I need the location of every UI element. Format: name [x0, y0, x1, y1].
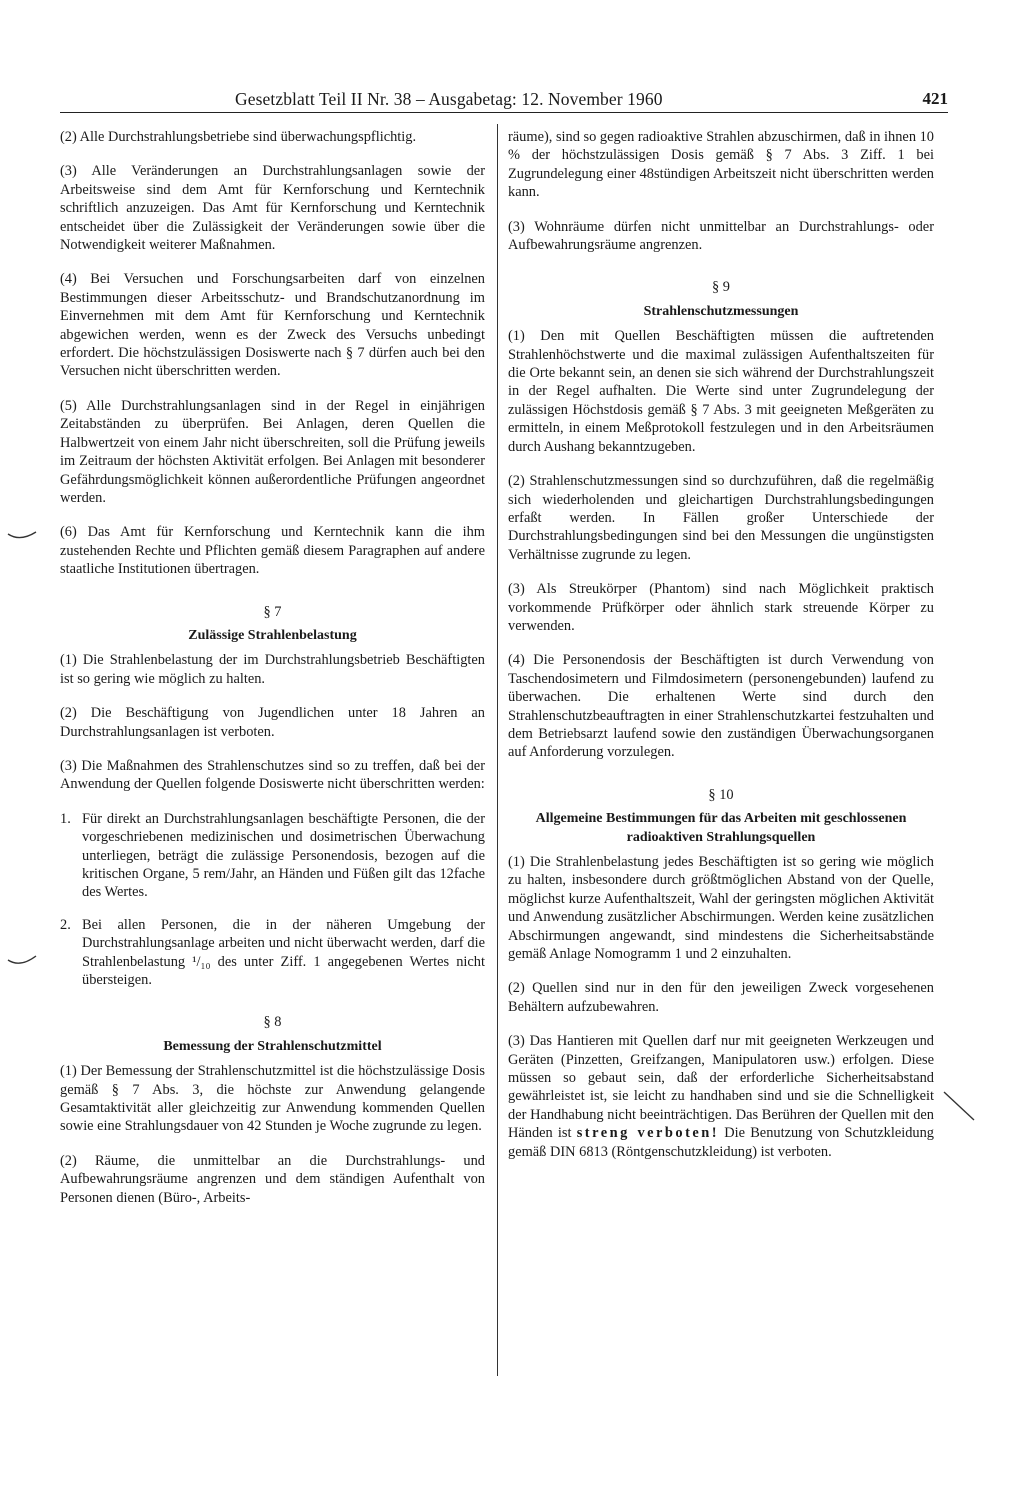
- paragraph-text: (3) Das Hantieren mit Quellen darf nur mit geeigneten Werkzeugen und Geräten (Pinzetten, Greifzangen, Manipulatoren usw.) erfolgen. Diese müssen so gebaut sein, daß der erforderliche Sicherheitsabstand gewährleistet ist, sie leicht zu handhaben sind und sie die Schnelligkeit der Handhabung nicht beeinträchtigen. Das Berühren der Quellen mit den Händen ist: [508, 1033, 934, 1142]
- paragraph: räume), sind so gegen radioaktive Strahlen abzuschirmen, daß in ihnen 10 % der höchstzulässigen Dosis gemäß § 7 Abs. 3 Ziff. 1 bei Zugrundelegung einer 48stündigen Arbeitszeit nicht überschritten werden kann.: [508, 129, 934, 201]
- section-number: § 9: [712, 279, 730, 296]
- paragraph: (3) Die Maßnahmen des Strahlenschutzes sind so zu treffen, daß bei der Anwendung der Quellen folgende Dosiswerte nicht überschritten werden:: [60, 757, 485, 793]
- paragraph: (5) Alle Durchstrahlungsanlagen sind in der Regel in einjährigen Zeitabständen zu überprüfen. Bei Anlagen, deren Quellen die Halbwertzeit von einem Jahr nicht überschreiten, soll die Prüfung jeweils im Zeitraum der höchsten Aktivität erfolgen. Bei Anlagen mit besonderer Gefährdungsmöglichkeit können außerordentliche Prüfungen angeordnet werden.: [60, 397, 485, 506]
- margin-check-mark: [6, 952, 40, 972]
- column-divider: [497, 124, 498, 1376]
- paragraph: (2) Strahlenschutzmessungen sind so durchzuführen, daß die regelmäßig sich wiederholenden und gleichartigen Durchstrahlungsbedingungen erfaßt werden. In Fällen großer Unterschiede der Durchstrahlungsbedingungen sind bei den Messungen die ungünstigsten Verhältnisse zugrunde zu legen.: [508, 473, 934, 563]
- page-number: 421: [922, 89, 948, 108]
- section-title: Allgemeine Bestimmungen für das Arbeiten mit geschlossenen radioaktiven Strahlungsquellen: [535, 811, 907, 845]
- paragraph: (1) Den mit Quellen Beschäftigten müssen die auftretenden Strahlenhöchstwerte und die maximal zulässigen Aufenthaltszeiten für die Orte bekannt sein, an denen sie sich während der Durchstrahlungszeit in der Regel aufhalten. Die Werte sind unter Zugrundelegung der zulässigen Höchstdosis gemäß § 7 Abs. 3 mit geeigneten Meßgeräten zu ermitteln, in einem Meßprotokoll festzulegen und in den Arbeitsräumen durch Aushang bekanntzugeben.: [508, 328, 934, 455]
- section-title: Strahlenschutzmessungen: [643, 303, 799, 319]
- section-title: Zulässige Strahlenbelastung: [188, 627, 357, 643]
- right-column: [508, 128, 934, 1177]
- margin-slash-mark: [940, 1088, 980, 1124]
- paragraph: (1) Der Bemessung der Strahlenschutzmittel ist die höchstzulässige Dosis gemäß § 7 Abs. 3, die höchste zur Anwendung gelangende Gesamtaktivität aller gleichzeitig zur Anwendung kommenden Quellen sowie eine Strahlungsdauer von 42 Stunden je Woche zugrunde zu legen.: [60, 1063, 485, 1135]
- list-item-text: Für direkt an Durchstrahlungsanlagen beschäftigte Personen, die der vorgeschriebenen medizinischen und dosimetrischen Überwachung unterliegen, beträgt die zulässige Personendosis, bezogen auf die kritischen Organe, 5 rem/Jahr, an Händen und Füßen gilt das 12fache des Wertes.: [82, 810, 485, 901]
- paragraph: (2) Quellen sind nur in den für den jeweiligen Zweck vorgesehenen Behältern aufzubewahren.: [508, 980, 934, 1015]
- paragraph: (2) Räume, die unmittelbar an die Durchstrahlungs- und Aufbewahrungsräume angrenzen und dem ständigen Aufenthalt von Personen dienen (Büro-, Arbeits-: [60, 1152, 485, 1206]
- section-number: § 7: [263, 603, 282, 620]
- numbered-list: [60, 810, 485, 990]
- margin-check-mark: [6, 528, 40, 548]
- section-number: § 8: [263, 1014, 282, 1031]
- paragraph: (4) Bei Versuchen und Forschungsarbeiten darf von einzelnen Bestimmungen dieser Arbeitsschutz- und Brandschutzanordnung im Einvernehmen mit dem Amt für Kernforschung und Kerntechnik abgewichen werden, wenn es der Zweck des Versuchs unbedingt erfordert. Die höchstzulässigen Dosiswerte nach § 7 dürfen auch bei den Versuchen nicht überschritten werden.: [60, 271, 485, 380]
- list-item: [60, 810, 485, 902]
- paragraph: (3) Alle Veränderungen an Durchstrahlungsanlagen sowie der Arbeitsweise sind dem Amt für Kernforschung und Kerntechnik schriftlich anzuzeigen. Das Amt für Kernforschung und Kerntechnik entscheidet über die Zulässigkeit der Veränderungen sowie über die Notwendigkeit weiterer Maßnahmen.: [60, 163, 485, 254]
- emphasized-text: streng verboten!: [576, 1125, 720, 1142]
- list-item-number: 1.: [60, 810, 71, 827]
- paragraph: (3) Als Streukörper (Phantom) sind nach Möglichkeit praktisch vorkommende Prüfkörper oder ähnlich stark streuende Körper zu verwenden.: [508, 581, 934, 634]
- paragraph: [508, 1032, 934, 1161]
- paragraph-text: Die Benutzung von Schutzkleidung gemäß DIN 6813 (Röntgenschutzkleidung) ist verboten.: [508, 1125, 934, 1160]
- paragraph: (2) Alle Durchstrahlungsbetriebe sind überwachungspflichtig.: [60, 129, 417, 145]
- section-title: Bemessung der Strahlenschutzmittel: [163, 1038, 382, 1054]
- paragraph: (1) Die Strahlenbelastung jedes Beschäftigten ist so gering wie möglich zu halten, insbesondere durch größtmöglichen Abstand von der Quelle, möglichst kurze Aufenthaltszeit, Wahl der geringsten möglichen Aktivität und Anwendung zusätzlicher Abschirmungen. Werden keine zusätzlichen Abschirmungen angewandt, sind mindestens die Sicherheitsabstände gemäß Anlage Nomogramm 1 und 2 einzuhalten.: [508, 854, 934, 963]
- gazette-title: Gesetzblatt Teil II Nr. 38 – Ausgabetag: 12. November 1960: [235, 89, 663, 109]
- paragraph: (4) Die Personendosis der Beschäftigten ist durch Verwendung von Taschendosimetern und Filmdosimetern (personengebunden) laufend zu überwachen. Die erhaltenen Werte sind durch den Strahlenschutzbeauftragten in einer Strahlenschutzkartei festzuhalten und dem Betriebsarzt laufend sowie den zuständigen Überwachungsorganen auf Anforderung vorzulegen.: [508, 652, 934, 761]
- list-item: [60, 916, 485, 990]
- left-column: [60, 128, 485, 1223]
- paragraph: (2) Die Beschäftigung von Jugendlichen unter 18 Jahren an Durchstrahlungsanlagen ist verboten.: [60, 705, 485, 740]
- header-rule: [60, 112, 948, 113]
- list-item-number: 2.: [60, 916, 71, 933]
- section-number: § 10: [708, 786, 734, 803]
- paragraph: (3) Wohnräume dürfen nicht unmittelbar an Durchstrahlungs- oder Aufbewahrungsräume angrenzen.: [508, 218, 934, 254]
- paragraph: (1) Die Strahlenbelastung der im Durchstrahlungsbetrieb Beschäftigten ist so gering wie möglich zu halten.: [60, 652, 485, 687]
- list-item-text: Bei allen Personen, die in der näheren Umgebung der Durchstrahlungsanlage arbeiten und nicht überwacht werden, darf die Strahlenbelastung ¹/₁₀ des unter Ziff. 1 angegebenen Wertes nicht übersteigen.: [82, 916, 485, 989]
- paragraph: (6) Das Amt für Kernforschung und Kerntechnik kann die ihm zustehenden Rechte und Pflichten gemäß diesem Paragraphen auf andere staatliche Institutionen übertragen.: [60, 524, 485, 578]
- page-header: [60, 86, 948, 112]
